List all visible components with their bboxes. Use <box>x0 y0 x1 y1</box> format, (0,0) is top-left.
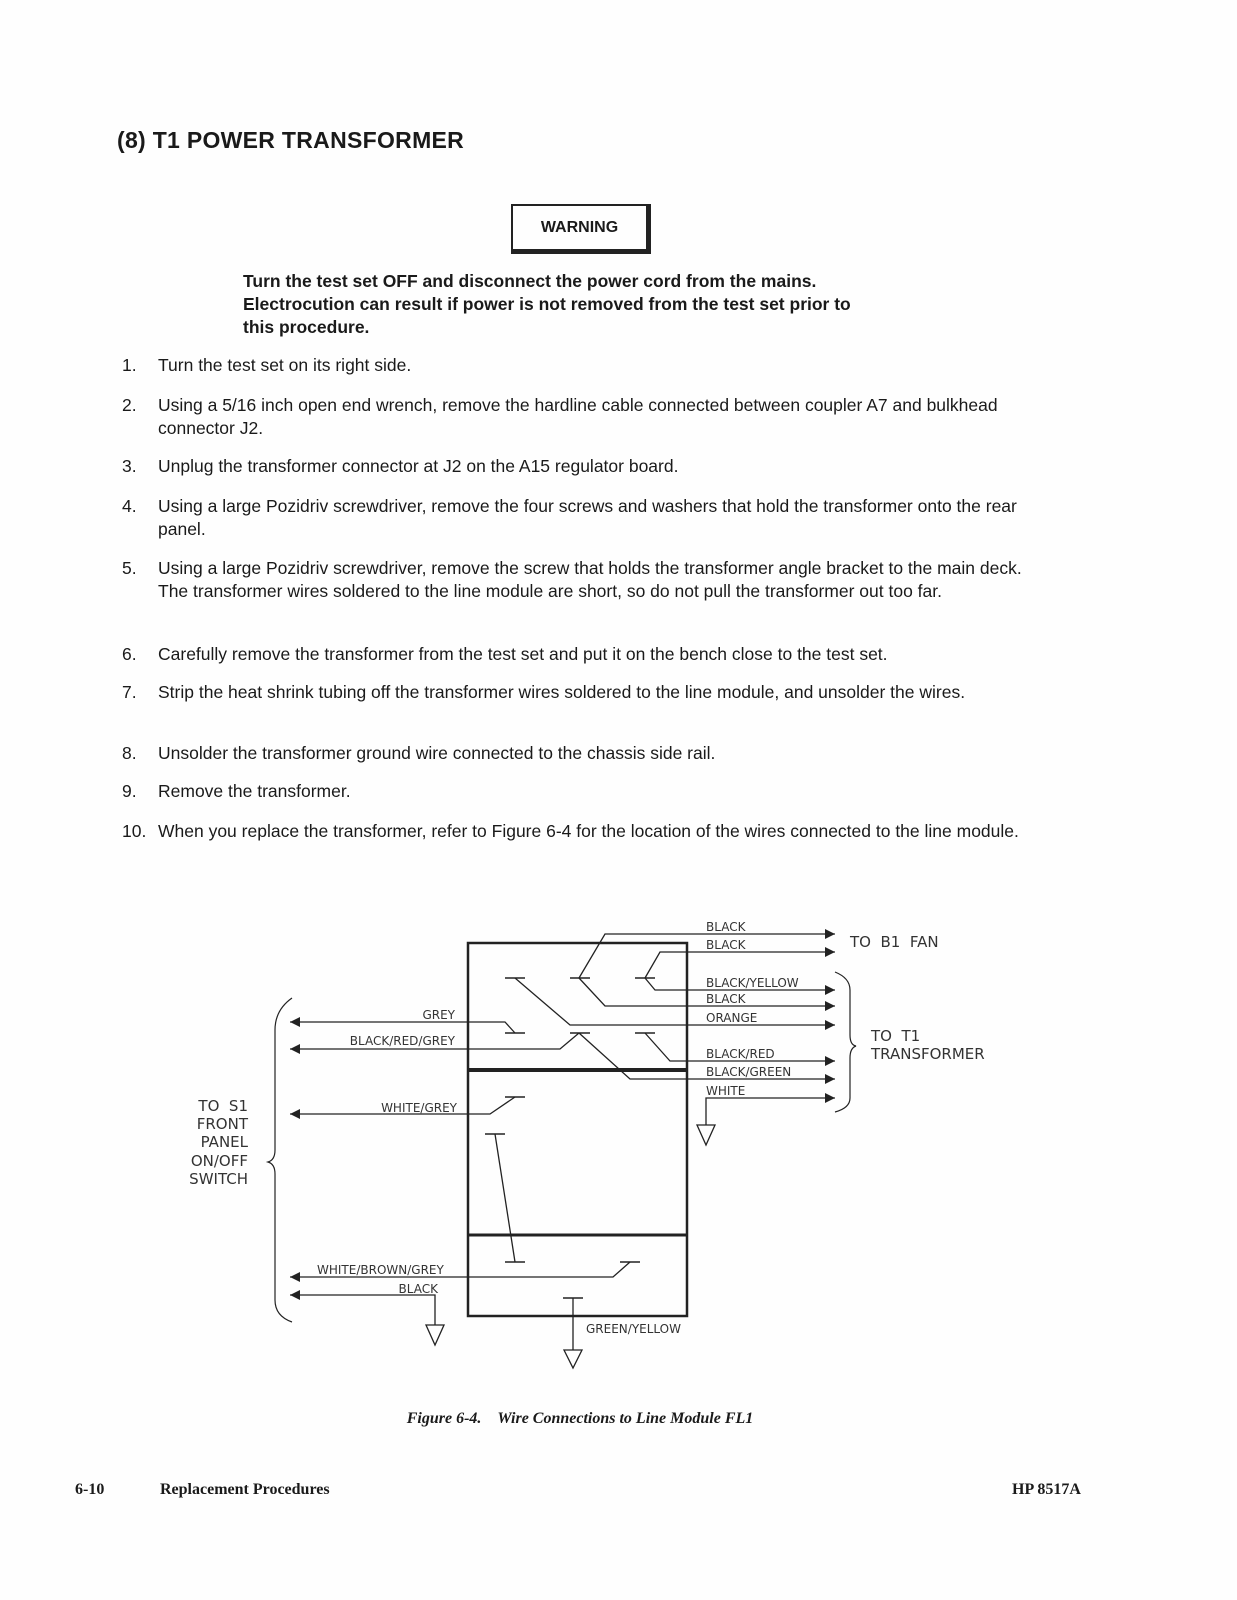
step-text: Unplug the transformer connector at J2 on the A15 regulator board. <box>158 456 679 476</box>
step-item <box>122 455 1052 478</box>
step-text: When you replace the transformer, refer to Figure 6-4 for the location of the wires connected to the line module. <box>158 821 1019 841</box>
step-number: 5. <box>122 558 137 578</box>
figure-number: Figure 6-4. <box>406 1410 482 1427</box>
transformer-destination-label: TRANSFORMER <box>871 1045 985 1063</box>
step-item <box>122 394 1052 440</box>
step-item <box>122 495 1052 541</box>
step-number: 6. <box>122 644 137 664</box>
ground-icon <box>426 1325 444 1345</box>
step-text: Using a large Pozidriv screwdriver, remove the screw that holds the transformer angle bracket to the main deck. The transformer wires soldered to the line module are short, so do not pull the transformer out too far. <box>158 558 1022 601</box>
wire-label: BLACK/RED/GREY <box>349 1034 455 1048</box>
step-number: 9. <box>122 781 137 801</box>
step-number: 2. <box>122 395 137 415</box>
step-number: 7. <box>122 682 137 702</box>
step-number: 8. <box>122 743 137 763</box>
left-brace <box>268 998 292 1322</box>
wire-label: BLACK/YELLOW <box>706 976 799 990</box>
warning-text <box>243 270 963 339</box>
switch-destination-label: PANEL <box>200 1133 248 1151</box>
step-item <box>122 557 1052 603</box>
step-number: 1. <box>122 355 137 375</box>
switch-destination-label: SWITCH <box>189 1170 248 1188</box>
step-text: Strip the heat shrink tubing off the transformer wires soldered to the line module, and unsolder the wires. <box>158 682 966 702</box>
step-item <box>122 643 1052 666</box>
right-brace <box>835 972 856 1112</box>
wire-label: BLACK/GREEN <box>706 1065 792 1079</box>
wiring-diagram <box>0 900 1237 1370</box>
step-item <box>122 354 1052 377</box>
step-item <box>122 820 1052 843</box>
step-number: 10. <box>122 821 147 841</box>
switch-destination-label: FRONT <box>196 1115 248 1133</box>
footer-model: HP 8517A <box>1012 1481 1081 1498</box>
wire-label: GREY <box>422 1008 455 1022</box>
wire-label: BLACK <box>706 992 746 1006</box>
figure-caption <box>0 1410 1160 1428</box>
ground-icon <box>697 1125 715 1145</box>
page-number: 6-10 <box>75 1481 105 1498</box>
wire-label: GREEN/YELLOW <box>586 1322 681 1336</box>
transformer-destination-label: TO T1 <box>871 1027 921 1045</box>
step-number: 4. <box>122 496 137 516</box>
wire-label: WHITE <box>706 1084 746 1098</box>
warning-line: Turn the test set OFF and disconnect the power cord from the mains. <box>243 271 817 291</box>
warning-label: WARNING <box>511 204 651 254</box>
figure-title: Wire Connections to Line Module FL1 <box>497 1410 754 1427</box>
wire-label: BLACK <box>398 1282 438 1296</box>
wire-label: WHITE/BROWN/GREY <box>317 1263 444 1277</box>
wire-label: BLACK <box>706 938 746 952</box>
step-text: Using a large Pozidriv screwdriver, remove the four screws and washers that hold the transformer onto the rear panel. <box>158 496 1017 539</box>
step-item <box>122 780 1052 803</box>
step-text: Remove the transformer. <box>158 781 351 801</box>
step-text: Unsolder the transformer ground wire connected to the chassis side rail. <box>158 743 716 763</box>
footer-section: Replacement Procedures <box>160 1481 330 1498</box>
line-module-box <box>468 943 687 1316</box>
warning-line: Electrocution can result if power is not removed from the test set prior to <box>243 294 851 314</box>
wire-label: BLACK/RED <box>706 1047 775 1061</box>
step-number: 3. <box>122 456 137 476</box>
wire-label: ORANGE <box>706 1011 758 1025</box>
fan-destination-label: TO B1 FAN <box>850 933 939 951</box>
step-text: Turn the test set on its right side. <box>158 355 412 375</box>
ground-icon <box>564 1350 582 1368</box>
step-item <box>122 681 1052 704</box>
step-item <box>122 742 1052 765</box>
section-title: (8) T1 POWER TRANSFORMER <box>117 127 465 153</box>
switch-destination-label: ON/OFF <box>190 1152 248 1170</box>
step-text: Using a 5/16 inch open end wrench, remove the hardline cable connected between coupler A7 and bulkhead connector J2. <box>158 395 998 438</box>
wire-label: BLACK <box>706 920 746 934</box>
step-text: Carefully remove the transformer from the test set and put it on the bench close to the test set. <box>158 644 888 664</box>
wire-label: WHITE/GREY <box>381 1101 457 1115</box>
warning-line: this procedure. <box>243 317 370 337</box>
switch-destination-label: TO S1 <box>198 1097 248 1115</box>
